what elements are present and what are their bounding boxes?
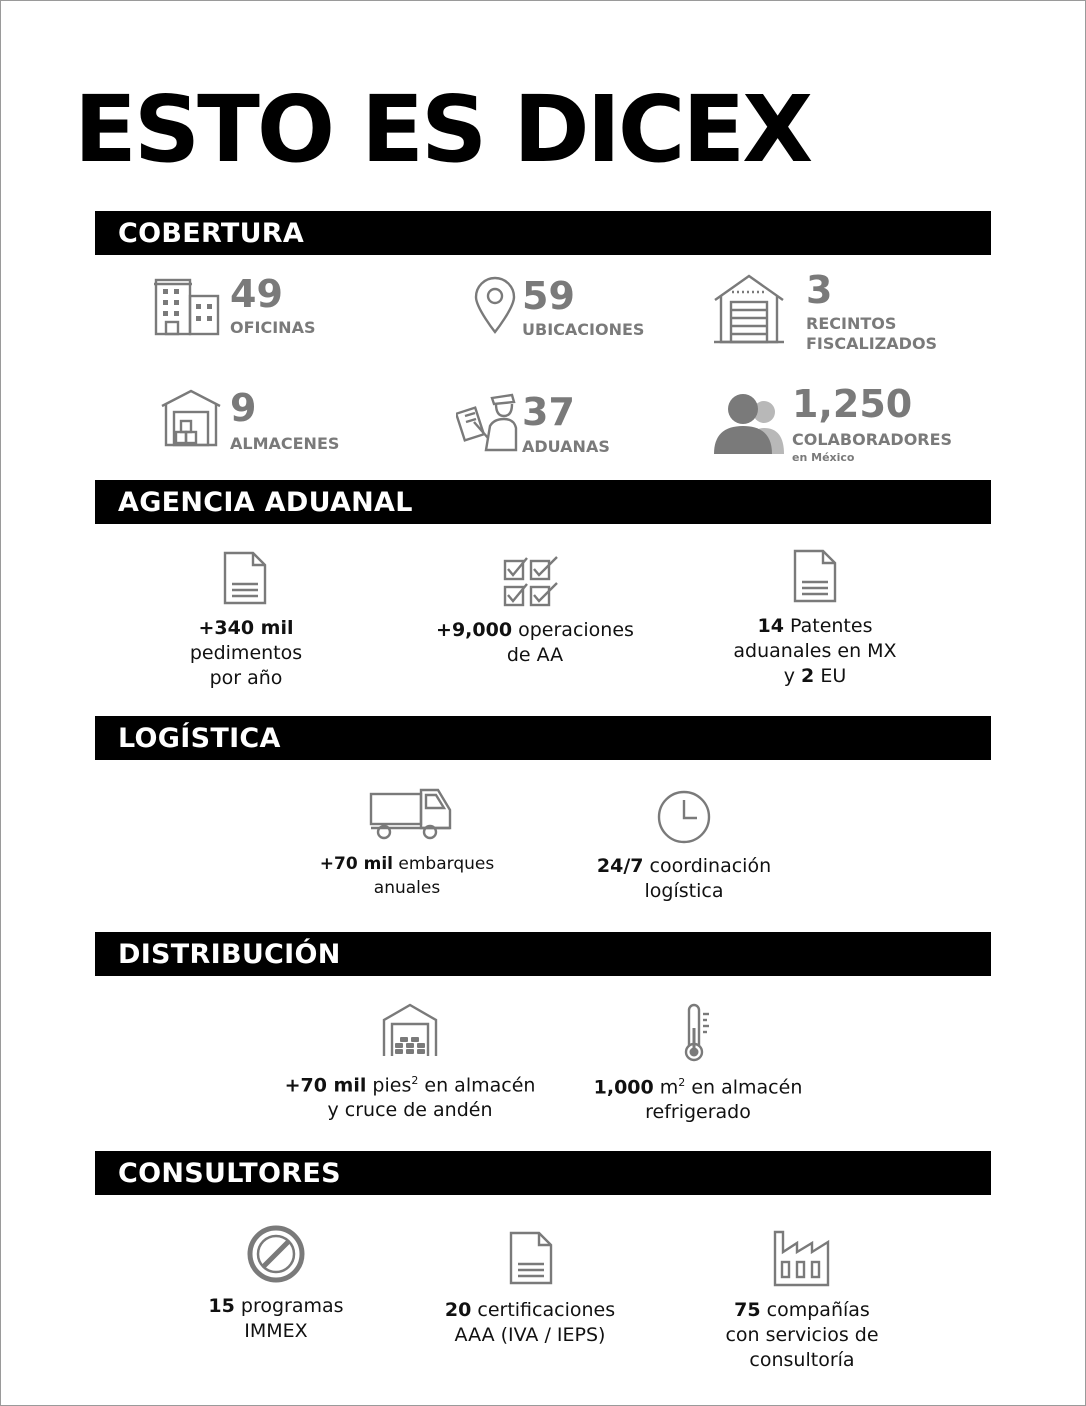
- stat-almacenes-label: ALMACENES: [230, 434, 340, 453]
- bonded-warehouse-icon: [712, 272, 786, 346]
- agencia-patentes-line1: aduanales en MX: [733, 640, 897, 662]
- agencia-patentes-caption: [704, 614, 926, 689]
- consultores-programas-caption: [166, 1294, 386, 1344]
- document-icon: [222, 550, 268, 606]
- agencia-operaciones-inline: operaciones: [512, 619, 634, 641]
- consultores-certificaciones-line1: AAA (IVA / IEPS): [454, 1324, 606, 1346]
- logistica-embarques-caption: [296, 852, 518, 900]
- stat-aduanas-label: ADUANAS: [522, 437, 610, 456]
- document-icon: [508, 1230, 554, 1286]
- factory-icon: [772, 1228, 832, 1288]
- customs-officer-icon: [456, 392, 518, 452]
- consultores-programas-line1: IMMEX: [244, 1320, 308, 1342]
- consultores-certificaciones-inline: certificaciones: [471, 1299, 616, 1321]
- agencia-patentes-inline: Patentes: [783, 615, 873, 637]
- distribucion-pies-bold: +70 mil: [284, 1074, 367, 1097]
- logistica-coordinacion-caption: [574, 854, 794, 904]
- distribucion-pies-after-sup: en almacén: [418, 1074, 536, 1097]
- distribucion-m2-line1: refrigerado: [645, 1101, 751, 1124]
- stat-oficinas-number: 49: [230, 272, 283, 316]
- clock-icon: [655, 788, 713, 846]
- thermometer-icon: [682, 1002, 714, 1062]
- agencia-patentes-bold: 14: [757, 615, 784, 637]
- storage-warehouse-icon: [381, 1002, 439, 1058]
- truck-icon: [368, 786, 454, 842]
- checklist-icon: [502, 555, 560, 609]
- agencia-patentes-last-suffix: EU: [814, 665, 847, 687]
- stat-aduanas-number: 37: [522, 390, 575, 434]
- office-buildings-icon: [152, 276, 224, 338]
- location-pin-icon: [472, 276, 518, 336]
- section-bar-distribucion: DISTRIBUCIÓN: [95, 932, 991, 976]
- section-bar-agencia-aduanal: AGENCIA ADUANAL: [95, 480, 991, 524]
- agencia-pedimentos-caption: [136, 616, 356, 691]
- consultores-companias-line2: consultoría: [749, 1349, 855, 1371]
- logistica-coordinacion-bold: 24/7: [596, 855, 644, 877]
- prohibited-icon: [246, 1224, 306, 1284]
- agencia-operaciones-caption: [420, 618, 650, 668]
- distribucion-pies-inline: pies: [366, 1074, 412, 1097]
- logistica-embarques-inline: embarques: [393, 854, 495, 874]
- agencia-operaciones-bold: +9,000: [436, 619, 513, 641]
- stat-recintos-number: 3: [806, 268, 833, 312]
- stat-colaboradores-number: 1,250: [792, 382, 913, 426]
- distribucion-m2-sup: 2: [678, 1076, 686, 1089]
- logistica-coordinacion-inline: coordinación: [643, 855, 772, 877]
- consultores-certificaciones-caption: [410, 1298, 650, 1348]
- consultores-companias-caption: [692, 1298, 912, 1373]
- agencia-operaciones-line1: de AA: [506, 644, 564, 666]
- stat-ubicaciones-number: 59: [522, 274, 575, 318]
- distribucion-m2-inline: m: [653, 1076, 679, 1099]
- logistica-embarques-line1: anuales: [373, 878, 441, 898]
- distribucion-m2-bold: 1,000: [593, 1076, 654, 1099]
- distribucion-pies-caption: [280, 1068, 540, 1123]
- people-icon: [712, 392, 786, 456]
- distribucion-pies-sup: 2: [411, 1074, 419, 1087]
- distribucion-pies-line1: y cruce de andén: [327, 1099, 493, 1122]
- consultores-companias-bold: 75: [734, 1299, 761, 1321]
- stat-colaboradores-label: COLABORADORES: [792, 430, 953, 449]
- consultores-programas-bold: 15: [208, 1295, 235, 1317]
- agencia-pedimentos-bold: +340 mil: [198, 617, 294, 639]
- logistica-embarques-bold: +70 mil: [319, 854, 393, 874]
- warehouse-icon: [160, 388, 222, 448]
- stat-ubicaciones-label: UBICACIONES: [522, 320, 645, 339]
- stat-recintos-label-line1: RECINTOS: [806, 314, 897, 333]
- agencia-patentes-last-bold: 2: [801, 665, 815, 687]
- page-title: ESTO ES DICEX: [74, 76, 811, 183]
- consultores-programas-inline: programas: [234, 1295, 344, 1317]
- stat-recintos-label-line2: FISCALIZADOS: [806, 334, 938, 353]
- document-icon: [792, 548, 838, 604]
- agencia-pedimentos-line1: pedimentos: [189, 642, 303, 664]
- logistica-coordinacion-line1: logística: [644, 880, 724, 902]
- section-bar-logistica: LOGÍSTICA: [95, 716, 991, 760]
- section-bar-cobertura: COBERTURA: [95, 211, 991, 255]
- distribucion-m2-caption: [580, 1070, 816, 1125]
- distribucion-m2-after-sup: en almacén: [685, 1076, 803, 1099]
- consultores-certificaciones-bold: 20: [444, 1299, 472, 1321]
- consultores-companias-line1: con servicios de: [725, 1324, 879, 1346]
- stat-almacenes-number: 9: [230, 386, 257, 430]
- section-bar-consultores: CONSULTORES: [95, 1151, 991, 1195]
- agencia-pedimentos-line2: por año: [209, 667, 283, 689]
- stat-oficinas-label: OFICINAS: [230, 318, 316, 337]
- agencia-patentes-last-prefix: y: [783, 665, 802, 687]
- stat-colaboradores-sublabel: en México: [792, 451, 855, 464]
- consultores-companias-inline: compañías: [760, 1299, 870, 1321]
